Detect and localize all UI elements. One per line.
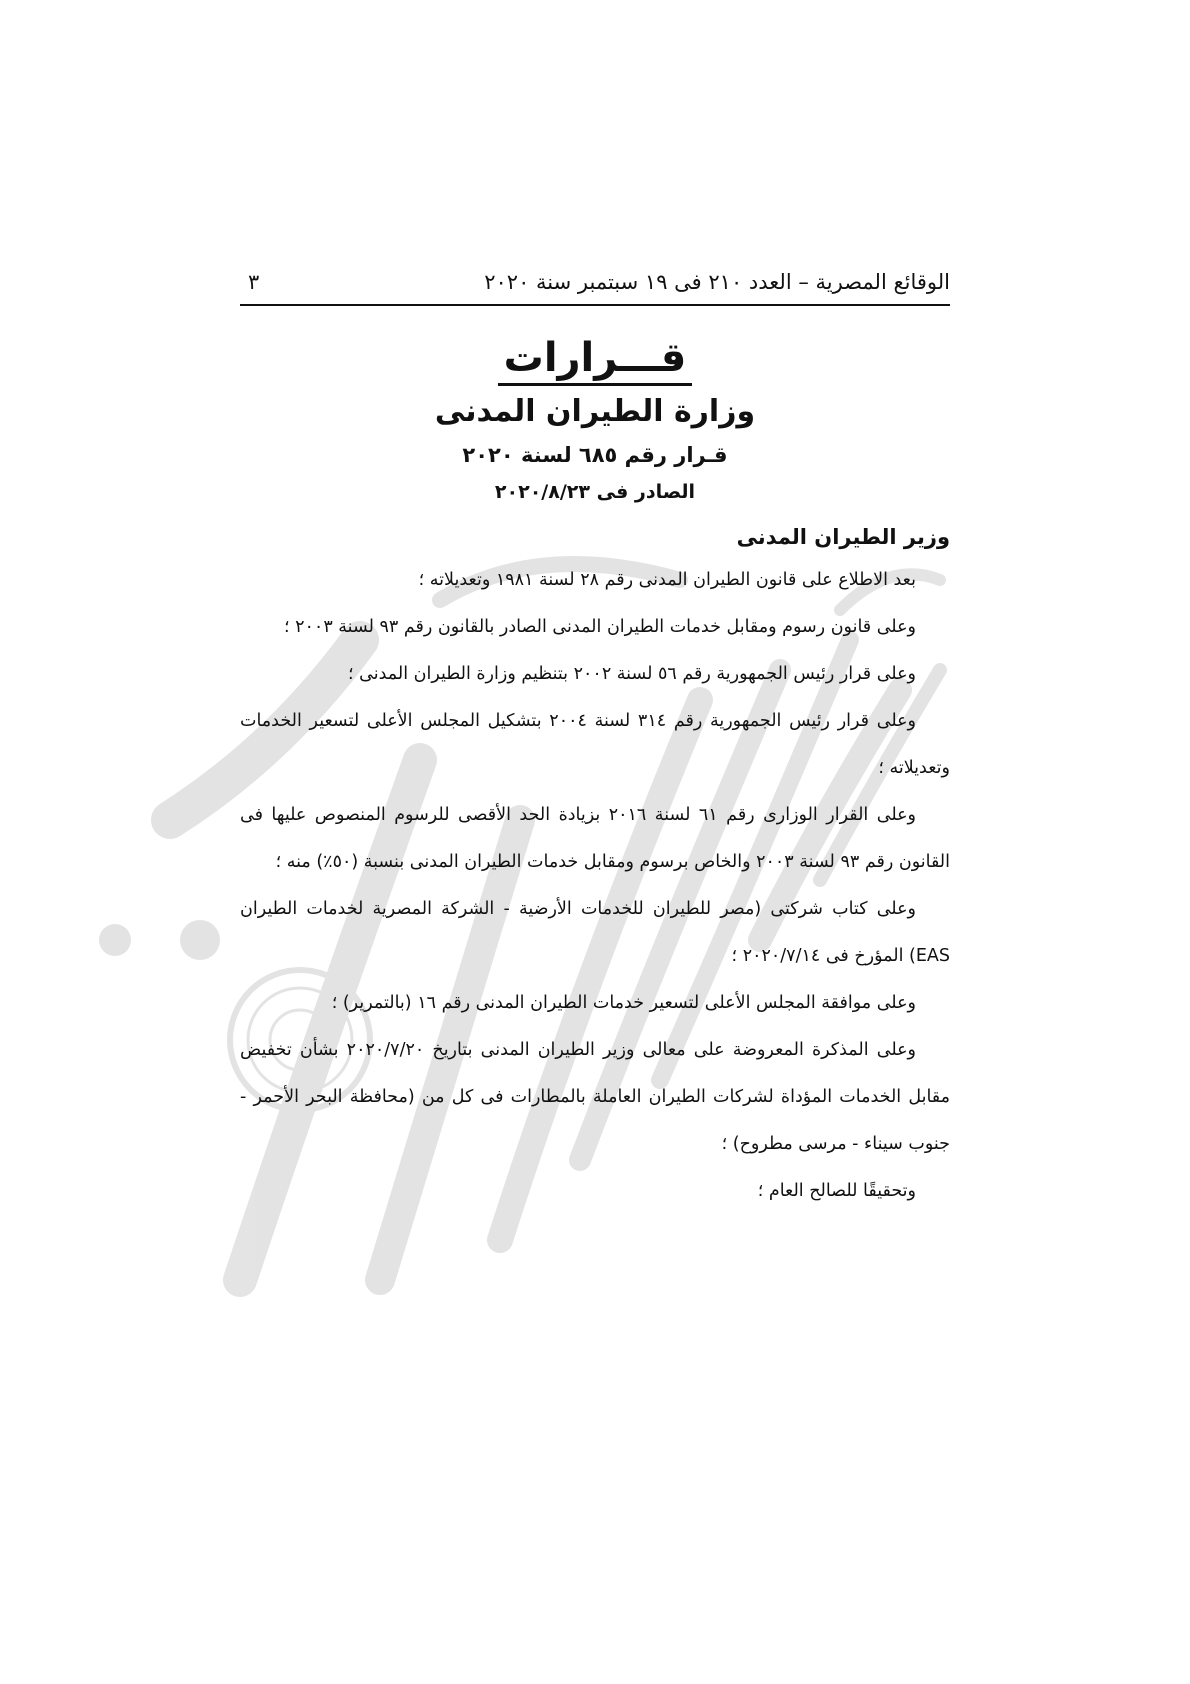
preamble-paragraph: وعلى قرار رئيس الجمهورية رقم ٣١٤ لسنة ٢٠٠٤ بتشكيل المجلس الأعلى لتسعير الخدمات وتعديلاته ؛ <box>240 711 950 778</box>
preamble-paragraph: وعلى القرار الوزارى رقم ٦١ لسنة ٢٠١٦ بزيادة الحد الأقصى للرسوم المنصوص عليها فى القانون رقم ٩٣ لسنة ٢٠٠٣ والخاص برسوم ومقابل خدمات الطيران المدنى بنسبة (٥٠٪) منه ؛ <box>240 805 950 872</box>
preamble-paragraph: بعد الاطلاع على قانون الطيران المدنى رقم ٢٨ لسنة ١٩٨١ وتعديلاته ؛ <box>418 570 916 590</box>
page-number: ٣ <box>248 270 260 294</box>
preamble-paragraph: وعلى كتاب شركتى (مصر للطيران للخدمات الأرضية - الشركة المصرية لخدمات الطيران EAS) المؤرخ فى ٢٠٢٠/٧/١٤ ؛ <box>240 899 950 966</box>
preamble-paragraph: وعلى موافقة المجلس الأعلى لتسعير خدمات الطيران المدنى رقم ١٦ (بالتمرير) ؛ <box>331 993 916 1013</box>
gazette-page <box>240 270 950 1215</box>
preamble-paragraph: وعلى المذكرة المعروضة على معالى وزير الطيران المدنى بتاريخ ٢٠٢٠/٧/٢٠ بشأن تخفيض مقابل الخدمات المؤداة لشركات الطيران العاملة بالمطارات فى كل من (محافظة البحر الأحمر - جنوب سيناء - مرسى مطروح) ؛ <box>240 1040 950 1154</box>
issued-date: الصادر فى ٢٠٢٠/٨/٢٣ <box>494 481 696 503</box>
section-heading-text: قـــرارات <box>498 335 693 386</box>
decree-preamble <box>240 557 950 1215</box>
section-heading <box>240 336 950 380</box>
preamble-paragraph: وعلى قانون رسوم ومقابل خدمات الطيران المدنى الصادر بالقانون رقم ٩٣ لسنة ٢٠٠٣ ؛ <box>283 617 916 637</box>
minister-title: وزير الطيران المدنى <box>736 525 950 549</box>
preamble-paragraph: وتحقيقًا للصالح العام ؛ <box>757 1181 916 1201</box>
ministry-name: وزارة الطيران المدنى <box>434 394 756 429</box>
gazette-header-title: الوقائع المصرية – العدد ٢١٠ فى ١٩ سبتمبر سنة ٢٠٢٠ <box>484 270 950 294</box>
decree-number: قـرار رقم ٦٨٥ لسنة ٢٠٢٠ <box>462 443 728 467</box>
page-header <box>240 270 950 306</box>
preamble-paragraph: وعلى قرار رئيس الجمهورية رقم ٥٦ لسنة ٢٠٠٢ بتنظيم وزارة الطيران المدنى ؛ <box>347 664 916 684</box>
